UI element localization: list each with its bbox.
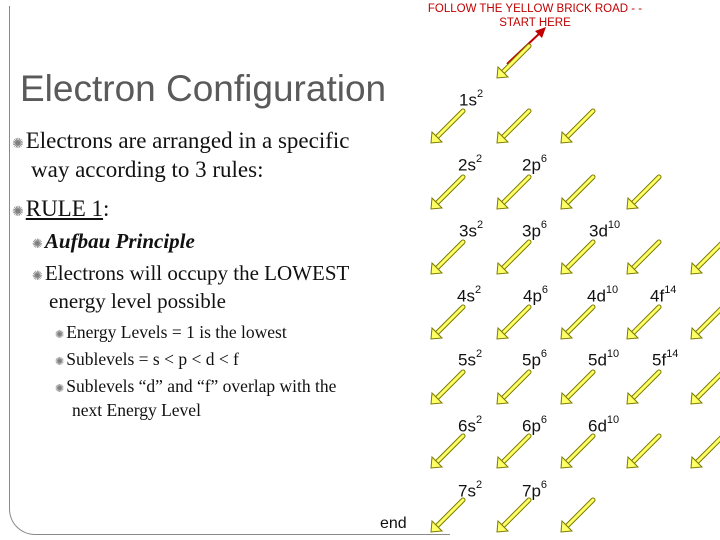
orbital-4f: $4f^{14}$ xyxy=(650,284,677,306)
arrow-shaft xyxy=(567,500,593,526)
arrow-shaft xyxy=(437,500,463,526)
header-line-2: START HERE xyxy=(499,17,571,29)
orbital-2s: $2s^2$ xyxy=(458,153,483,175)
arrow-shaft xyxy=(437,372,463,398)
arrow-shaft xyxy=(633,307,659,333)
bullet-icon: ✺ xyxy=(12,136,24,152)
arrow-shaft xyxy=(437,111,463,137)
bullet-icon: ✺ xyxy=(55,382,65,395)
arrow-shaft xyxy=(437,436,463,462)
arrow-shaft xyxy=(503,307,529,333)
arrow-shaft xyxy=(437,307,463,333)
bullet-icon: ✺ xyxy=(32,237,43,252)
bullet-icon: ✺ xyxy=(55,355,65,368)
bullet-rules-intro-cont: way according to 3 rules: xyxy=(31,157,264,182)
bullet-sublevel-order: ✺ Sublevels = s < p < d < f xyxy=(55,349,239,369)
orbital-6d: $6d^{10}$ xyxy=(588,414,620,436)
orbital-5f: $5f^{14}$ xyxy=(652,348,679,370)
orbital-3s: $3s^2$ xyxy=(459,219,484,241)
orbital-6s: $6s^2$ xyxy=(458,414,483,436)
orbital-3d: $3d^{10}$ xyxy=(589,219,621,241)
orbital-4d: $4d^{10}$ xyxy=(587,284,619,306)
orbital-5p: $5p^6$ xyxy=(522,348,548,370)
arrow-shaft xyxy=(437,177,463,203)
orbital-4p: $4p^6$ xyxy=(523,284,549,306)
arrow-shaft xyxy=(503,242,529,268)
bullet-overlap: ✺ Sublevels “d” and “f” overlap with the xyxy=(55,376,337,396)
end-label: end xyxy=(380,515,407,532)
orbital-4s: $4s^2$ xyxy=(457,284,482,306)
arrow-shaft xyxy=(503,111,529,137)
arrow-shaft xyxy=(503,46,529,72)
bullet-rule-1: ✺RULE 1: xyxy=(12,196,110,221)
bullet-rules-intro: ✺Electrons are arranged in a specific xyxy=(12,128,350,153)
arrow-shaft xyxy=(503,500,529,526)
bullet-icon: ✺ xyxy=(55,328,65,341)
arrow-shaft xyxy=(503,436,529,462)
arrow-shaft xyxy=(437,242,463,268)
header-line-1: FOLLOW THE YELLOW BRICK ROAD - - xyxy=(427,3,643,15)
arrow-shaft xyxy=(633,242,659,268)
bullet-lowest-energy: ✺Electrons will occupy the LOWEST xyxy=(32,261,350,285)
orbital-2p: $2p^6$ xyxy=(522,153,548,175)
orbital-1s: $1s^2$ xyxy=(459,88,484,110)
arrow-shaft xyxy=(633,372,659,398)
bullet-lowest-energy-cont: energy level possible xyxy=(49,289,226,313)
arrow-shaft xyxy=(503,177,529,203)
bullet-icon: ✺ xyxy=(32,269,43,284)
arrow-shaft xyxy=(633,177,659,203)
orbital-5d: $5d^{10}$ xyxy=(588,348,620,370)
orbital-5s: $5s^2$ xyxy=(458,348,483,370)
arrow-shaft xyxy=(567,111,593,137)
orbital-6p: $6p^6$ xyxy=(522,414,548,436)
bullet-aufbau: ✺Aufbau Principle xyxy=(32,229,195,253)
orbital-3p: $3p^6$ xyxy=(522,219,548,241)
arrow-shaft xyxy=(567,436,593,462)
arrow-shaft xyxy=(567,307,593,333)
bullet-energy-levels: ✺ Energy Levels = 1 is the lowest xyxy=(55,322,287,342)
arrow-shaft xyxy=(503,372,529,398)
slide-title: Electron Configuration xyxy=(20,68,387,109)
orbital-7s: $7s^2$ xyxy=(458,479,483,501)
bullet-overlap-cont: next Energy Level xyxy=(72,400,201,420)
arrow-shaft xyxy=(567,372,593,398)
arrow-shaft xyxy=(567,177,593,203)
orbital-7p: $7p^6$ xyxy=(522,479,548,501)
arrow-shaft xyxy=(633,436,659,462)
arrow-shaft xyxy=(567,242,593,268)
bullet-icon: ✺ xyxy=(12,204,24,220)
